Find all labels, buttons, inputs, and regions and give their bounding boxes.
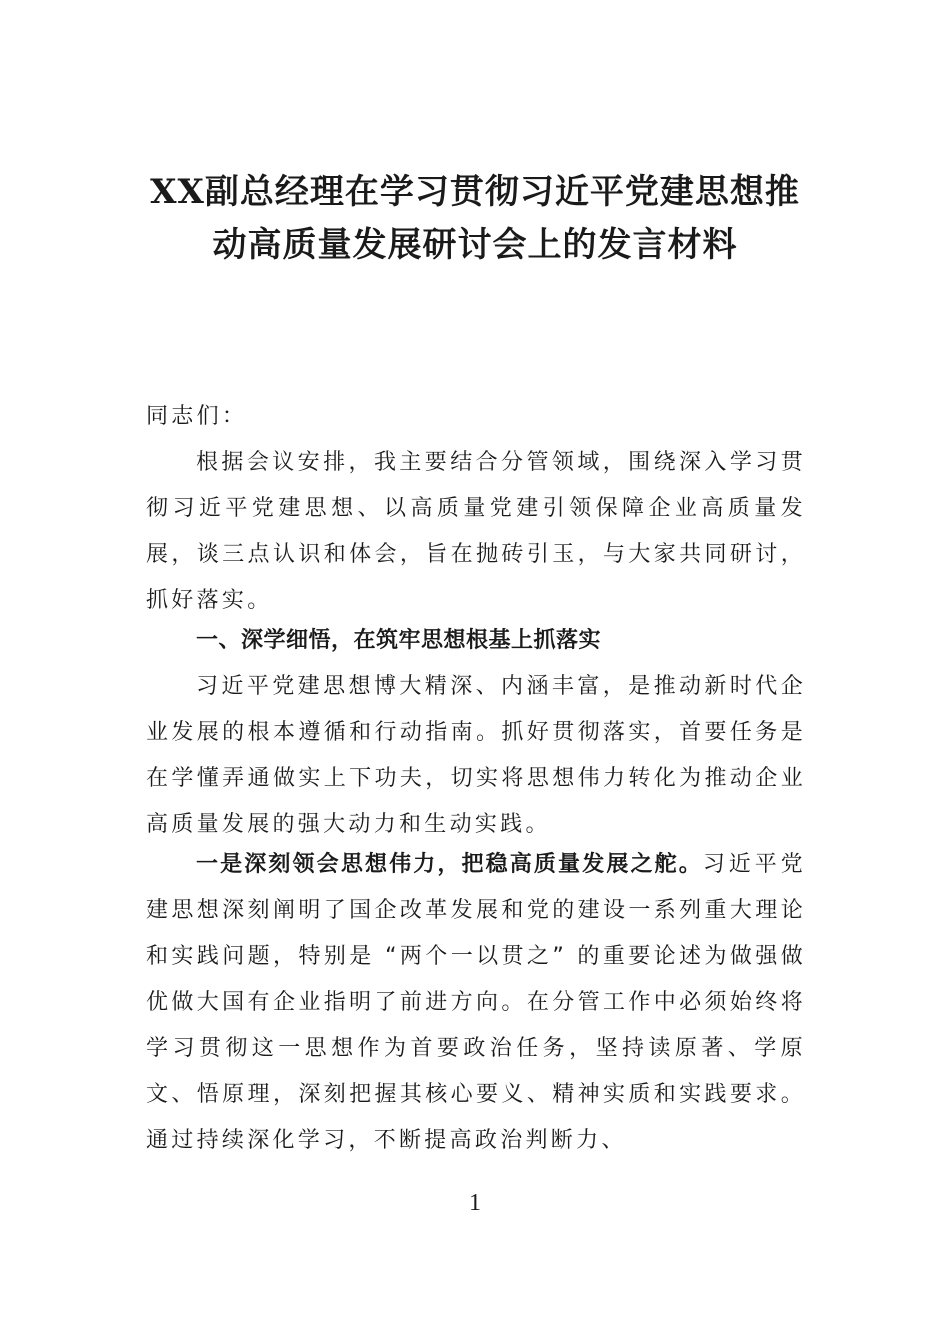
page-number: 1 [469, 1190, 481, 1216]
paragraph-point1-lead: 一是深刻领会思想伟力，把稳高质量发展之舵。 [196, 852, 703, 877]
paragraph-point1 [146, 842, 806, 1164]
salutation: 同志们： [146, 404, 248, 429]
document-title [140, 166, 810, 272]
section-heading-1: 一、深学细悟，在筑牢思想根基上抓落实 [196, 628, 602, 653]
title-line-1: XX副总经理在学习贯彻习近平党建思想推 [150, 172, 800, 212]
paragraph-point1-body: 习近平党建思想深刻阐明了国企改革发展和党的建设一系列重大理论和实践问题，特别是 “两个一以贯之” 的重要论述为做强做优做大国有企业指明了前进方向。在分管工作中必须始终将学习贯彻这一思想作为首要政治任务，坚持读原著、学原文、悟原理，深刻把握其核心要义、精神实质和实践要求。通过持续深化学习，不断提高政治判断力、 [146, 852, 806, 1153]
paragraph-section1: 习近平党建思想博大精深、内涵丰富，是推动新时代企业发展的根本遵循和行动指南。抓好贯彻落实，首要任务是在学懂弄通做实上下功夫，切实将思想伟力转化为推动企业高质量发展的强大动力和生动实践。 [146, 674, 806, 837]
paragraph-intro: 根据会议安排，我主要结合分管领域，围绕深入学习贯彻习近平党建思想、以高质量党建引领保障企业高质量发展，谈三点认识和体会，旨在抛砖引玉，与大家共同研讨，抓好落实。 [146, 450, 806, 613]
title-line-2: 动高质量发展研讨会上的发言材料 [212, 225, 738, 265]
